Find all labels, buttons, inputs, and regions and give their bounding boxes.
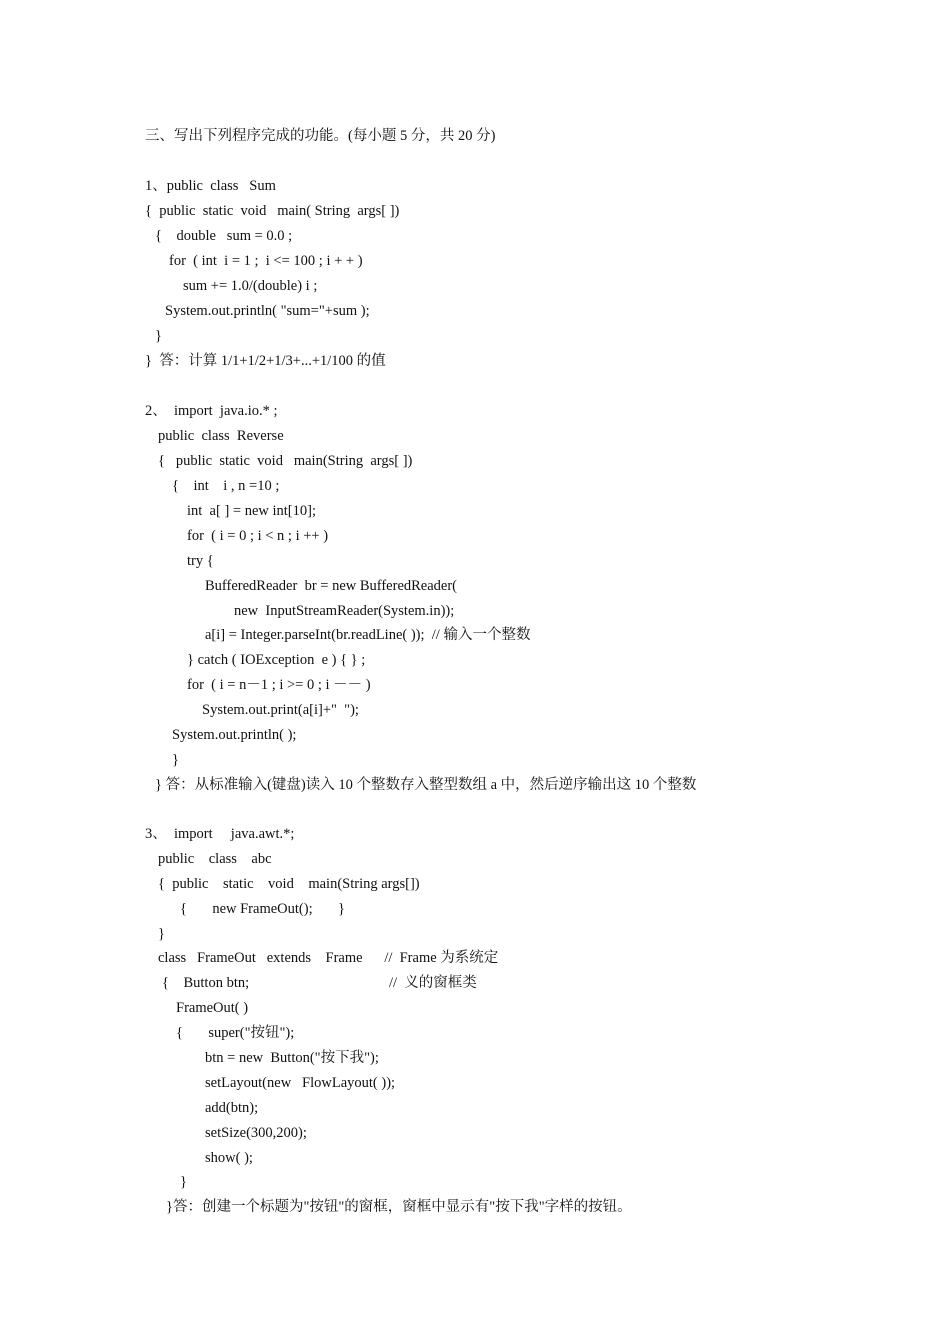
q2-line-11: } catch ( IOException e ) { } ; bbox=[187, 652, 366, 668]
q2-line-14: System.out.println( ); bbox=[172, 727, 297, 743]
q3-line-10: { super("按钮"); bbox=[176, 1025, 295, 1041]
q2-line-2: public class Reverse bbox=[158, 428, 284, 444]
q3-line-7: { Button btn; bbox=[162, 975, 250, 991]
q2-line-3: { public static void main(String args[ ]) bbox=[158, 453, 413, 469]
section-heading: 三、写出下列程序完成的功能。(每小题 5 分，共 20 分) bbox=[145, 128, 496, 144]
q3-line-9: FrameOut( ) bbox=[176, 1000, 249, 1016]
q2-line-5: int a[ ] = new int[10]; bbox=[187, 503, 316, 519]
q1-answer: } 答：计算 1/1+1/2+1/3+...+1/100 的值 bbox=[145, 353, 386, 369]
q2-line-7: try { bbox=[187, 553, 214, 569]
q2-line-15: } bbox=[172, 752, 179, 768]
q3-line-2: public class abc bbox=[158, 851, 272, 867]
q3-line-12: setLayout(new FlowLayout( )); bbox=[205, 1075, 396, 1091]
q3-line-14: setSize(300,200); bbox=[205, 1125, 307, 1141]
q3-line-6: class FrameOut extends Frame // Frame 为系统定 bbox=[158, 950, 499, 966]
q3-line-8: // 义的窗框类 bbox=[389, 975, 477, 991]
q1-line-1: 1、public class Sum bbox=[145, 178, 276, 194]
q1-line-5: sum += 1.0/(double) i ; bbox=[183, 278, 318, 294]
q2-line-4: { int i , n =10 ; bbox=[172, 478, 280, 494]
q3-line-1: 3、 import java.awt.*; bbox=[145, 826, 295, 842]
q1-line-2: { public static void main( String args[ ]) bbox=[145, 203, 400, 219]
q3-answer: }答：创建一个标题为"按钮"的窗框，窗框中显示有"按下我"字样的按钮。 bbox=[166, 1199, 632, 1215]
q3-line-5: } bbox=[158, 926, 165, 942]
q3-line-15: show( ); bbox=[205, 1150, 253, 1166]
q1-line-4: for ( int i = 1 ; i <= 100 ; i + + ) bbox=[169, 253, 363, 269]
q3-line-16: } bbox=[180, 1174, 187, 1190]
q1-line-7: } bbox=[155, 328, 162, 344]
q3-line-13: add(btn); bbox=[205, 1100, 259, 1116]
q3-line-3: { public static void main(String args[]) bbox=[158, 876, 420, 892]
q2-line-12: for ( i = n－1 ; i >= 0 ; i －－ ) bbox=[187, 677, 371, 693]
q2-line-13: System.out.print(a[i]+" "); bbox=[202, 702, 359, 718]
q3-line-4: { new FrameOut(); } bbox=[180, 901, 345, 917]
q3-line-11: btn = new Button("按下我"); bbox=[205, 1050, 379, 1066]
q2-line-1: 2、 import java.io.* ; bbox=[145, 403, 278, 419]
q1-line-3: { double sum = 0.0 ; bbox=[155, 228, 293, 244]
q2-line-10: a[i] = Integer.parseInt(br.readLine( )); // 输入一个整数 bbox=[205, 627, 531, 643]
q2-line-6: for ( i = 0 ; i < n ; i ++ ) bbox=[187, 528, 329, 544]
q2-line-8: BufferedReader br = new BufferedReader( bbox=[205, 578, 458, 594]
q2-line-9: new InputStreamReader(System.in)); bbox=[234, 603, 455, 619]
q1-line-6: System.out.println( "sum="+sum ); bbox=[165, 303, 370, 319]
q2-answer: } 答：从标准输入(键盘)读入 10 个整数存入整型数组 a 中，然后逆序输出这 10 个整数 bbox=[155, 777, 697, 793]
